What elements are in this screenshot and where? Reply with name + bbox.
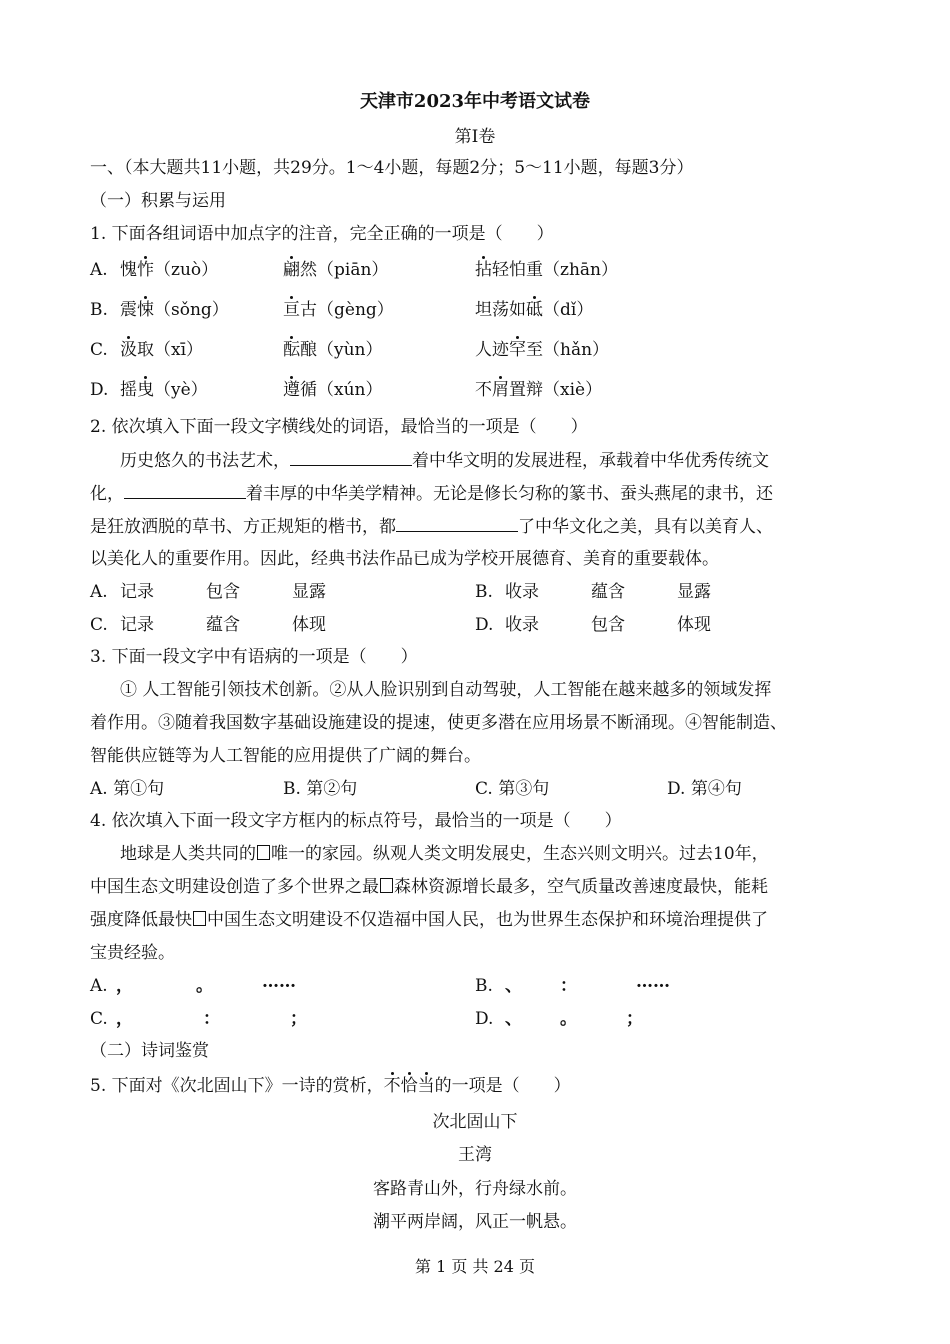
question-4-stem: 4. 依次填入下面一段文字方框内的标点符号，最恰当的一项是（ ）	[90, 811, 622, 831]
option-letter: C.	[90, 340, 108, 360]
option-a	[90, 581, 108, 603]
option-b: B. 第②句	[283, 779, 358, 799]
fill-blank	[124, 482, 246, 499]
page-title: 天津市2023年中考语文试卷	[359, 91, 591, 112]
word-text: 取	[137, 340, 154, 360]
option-punct: ；	[626, 1009, 643, 1029]
word-text: 不	[475, 380, 492, 400]
passage-text: 历史悠久的书法艺术，	[120, 451, 290, 471]
option-word: 蕴含	[591, 582, 625, 602]
option-word: 蕴含	[206, 615, 240, 635]
poem-line: 客路青山外，行舟绿水前。	[373, 1179, 577, 1199]
dotted-char: 酝	[283, 340, 300, 360]
option-word: 体现	[292, 615, 326, 635]
dotted-char: 悚	[137, 300, 154, 320]
option-letter: B.	[475, 976, 493, 996]
option-d	[475, 1008, 493, 1030]
dotted-char: 翩	[283, 260, 300, 280]
word-text: 置辩	[509, 380, 543, 400]
option-punct: ……	[262, 972, 296, 992]
volume-label: 第I卷	[454, 127, 496, 147]
dotted-char: 屑	[492, 380, 509, 400]
option-letter: C.	[90, 615, 108, 635]
word-item	[283, 259, 388, 281]
option-d	[475, 614, 493, 636]
passage-text: 强度降低最快	[90, 910, 192, 930]
option-letter: B.	[475, 582, 493, 602]
word-text: 人迹	[475, 340, 509, 360]
option-c	[90, 1008, 108, 1030]
passage-text: 地球是人类共同的	[120, 844, 256, 864]
pinyin: （yùn）	[317, 340, 383, 360]
dotted-char: 砥	[526, 300, 543, 320]
poem-line: 潮平两岸阔，风正一帆悬。	[373, 1212, 577, 1232]
word-text: 震	[120, 300, 137, 320]
dotted-char: 汲	[120, 340, 137, 360]
word-text: 然	[300, 260, 317, 280]
word-item	[475, 379, 602, 401]
pinyin: （xiè）	[543, 380, 603, 400]
option-d: D. 第④句	[667, 779, 742, 799]
passage-text: 着丰厚的中华美学精神。无论是修长匀称的篆书、蚕头燕尾的隶书，还	[246, 484, 773, 504]
passage-line	[90, 482, 773, 505]
passage-line: 智能供应链等为人工智能的应用提供了广阔的舞台。	[90, 746, 481, 766]
option-word: 记录	[120, 582, 154, 602]
dotted-char: 罕	[509, 340, 526, 360]
option-letter: C.	[90, 1009, 108, 1029]
pinyin: （xún）	[317, 380, 383, 400]
passage-text: 化，	[90, 484, 124, 504]
passage-line: 着作用。③随着我国数字基础设施建设的提速，使更多潜在应用场景不断涌现。④智能制造、	[90, 713, 787, 733]
pinyin: （dǐ）	[543, 300, 594, 320]
stem-text: 的一项是（ ）	[434, 1076, 571, 1096]
passage-line: 以美化人的重要作用。因此，经典书法作品已成为学校开展德育、美育的重要载体。	[90, 549, 719, 569]
option-punct: 、	[505, 1009, 522, 1029]
fill-blank	[396, 515, 518, 532]
pinyin: （yè）	[154, 380, 208, 400]
passage-line: 宝贵经验。	[90, 943, 175, 963]
emphasis-text	[384, 1076, 435, 1096]
option-letter: D.	[475, 1009, 494, 1029]
passage-text: 着中华文明的发展进程，承载着中华优秀传统文	[412, 451, 769, 471]
option-b	[90, 299, 108, 321]
word-text: 轻怕重	[492, 260, 543, 280]
option-c	[90, 614, 108, 636]
passage-line	[90, 876, 768, 898]
option-punct: 、	[505, 976, 522, 996]
page-footer: 第 1 页 共 24 页	[415, 1257, 535, 1276]
option-punct: ：	[560, 976, 577, 996]
word-item	[120, 259, 218, 281]
dotted-char: 怍	[137, 260, 154, 280]
option-punct: ……	[636, 972, 670, 992]
dotted-char: 拈	[475, 260, 492, 280]
dotted-char: 亘	[283, 300, 300, 320]
option-word: 包含	[591, 615, 625, 635]
option-c: C. 第③句	[475, 779, 550, 799]
word-item	[120, 339, 203, 361]
passage-text: 森林资源增长最多，空气质量改善速度最快，能耗	[394, 877, 768, 897]
pinyin: （gèng）	[317, 300, 394, 320]
passage-line	[90, 909, 768, 931]
section-header: 一、（本大题共11小题，共29分。1～4小题，每题2分；5～11小题，每题3分）	[90, 158, 694, 178]
pinyin: （zuò）	[154, 260, 219, 280]
word-item	[475, 339, 609, 361]
pinyin: （xī）	[154, 340, 204, 360]
question-1-stem: 1. 下面各组词语中加点字的注音，完全正确的一项是（ ）	[90, 224, 554, 244]
passage-line	[90, 515, 773, 538]
option-word: 体现	[677, 615, 711, 635]
option-b	[475, 581, 493, 603]
option-punct: ，	[116, 976, 133, 996]
option-word: 显露	[677, 582, 711, 602]
stem-text: 5. 下面对《次北固山下》一诗的赏析，	[90, 1076, 384, 1096]
word-text: 循	[300, 380, 317, 400]
option-punct: 。	[196, 976, 213, 996]
emphasis-char: 恰	[400, 1076, 418, 1096]
word-item	[120, 299, 229, 321]
word-item	[283, 299, 394, 321]
option-punct: ：	[203, 1009, 220, 1029]
option-word: 显露	[292, 582, 326, 602]
fill-blank	[290, 449, 412, 466]
pinyin: （hǎn）	[543, 340, 610, 360]
part-heading: （二）诗词鉴赏	[90, 1041, 209, 1061]
option-b	[475, 975, 493, 997]
option-punct: 。	[560, 1009, 577, 1029]
emphasis-char: 不	[383, 1076, 401, 1096]
word-text: 酿	[300, 340, 317, 360]
option-letter: D.	[475, 615, 494, 635]
word-text: 古	[300, 300, 317, 320]
option-d	[90, 379, 108, 401]
word-item	[283, 339, 383, 361]
option-word: 记录	[120, 615, 154, 635]
question-3-stem: 3. 下面一段文字中有语病的一项是（ ）	[90, 647, 418, 667]
passage-text: 中国生态文明建设创造了多个世界之最	[90, 877, 379, 897]
passage-line: ① 人工智能引领技术创新。②从人脸识别到自动驾驶，人工智能在越来越多的领域发挥	[120, 680, 772, 700]
emphasis-char: 当	[417, 1076, 435, 1096]
word-text: 坦荡如	[475, 300, 526, 320]
word-item	[120, 379, 208, 401]
passage-text: 中国生态文明建设不仅造福中国人民，也为世界生态保护和环境治理提供了	[207, 910, 768, 930]
pinyin: （zhān）	[543, 260, 618, 280]
option-c	[90, 339, 108, 361]
option-letter: B.	[90, 300, 108, 320]
pinyin: （sǒng）	[154, 300, 229, 320]
poem-author: 王湾	[458, 1145, 492, 1165]
option-punct: ；	[290, 1009, 307, 1029]
word-text: 至	[526, 340, 543, 360]
poem-title: 次北固山下	[432, 1112, 518, 1132]
passage-text: 了中华文化之美，具有以美育人、	[518, 517, 773, 537]
question-2-stem: 2. 依次填入下面一段文字横线处的词语，最恰当的一项是（ ）	[90, 417, 588, 437]
passage-text: 是狂放洒脱的草书、方正规矩的楷书，都	[90, 517, 396, 537]
punctuation-box	[380, 878, 393, 893]
option-word: 收录	[505, 582, 539, 602]
passage-line	[120, 449, 769, 472]
option-letter: A.	[90, 976, 108, 996]
option-letter: A.	[90, 260, 108, 280]
word-text: 愧	[120, 260, 137, 280]
option-a: A. 第①句	[90, 779, 165, 799]
option-a	[90, 259, 108, 281]
passage-text: 唯一的家园。纵观人类文明发展史，生态兴则文明兴。过去10年，	[271, 844, 769, 864]
word-item	[475, 259, 618, 281]
punctuation-box	[193, 911, 206, 926]
word-item	[283, 379, 383, 401]
dotted-char: 曳	[137, 380, 154, 400]
word-text: 摇	[120, 380, 137, 400]
part-heading: （一）积累与运用	[90, 191, 226, 211]
question-5-stem	[90, 1075, 571, 1097]
punctuation-box	[257, 845, 270, 860]
option-a	[90, 975, 108, 997]
word-item	[475, 299, 593, 321]
option-letter: A.	[90, 582, 108, 602]
option-word: 包含	[206, 582, 240, 602]
option-word: 收录	[505, 615, 539, 635]
dotted-char: 遵	[283, 380, 300, 400]
pinyin: （piān）	[317, 260, 389, 280]
option-letter: D.	[90, 380, 109, 400]
passage-line	[120, 843, 769, 865]
option-punct: ，	[116, 1009, 133, 1029]
